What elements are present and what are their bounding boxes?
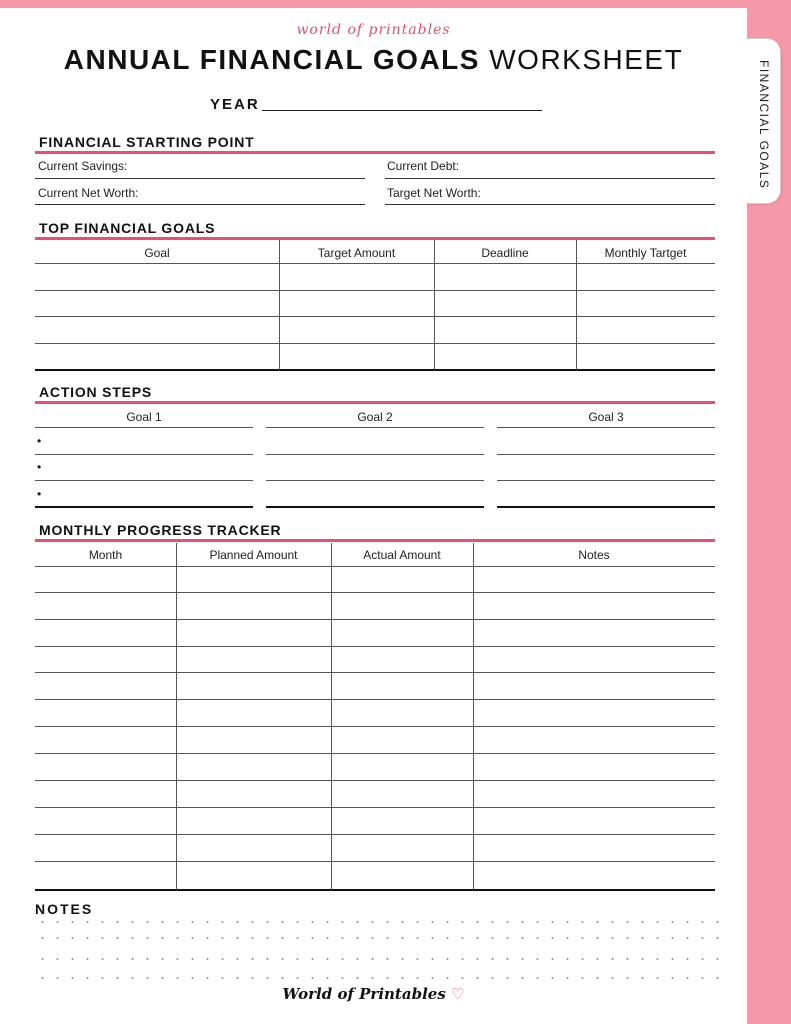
footer-brand-text: World of Printables [282,985,446,1003]
col-goal-1: Goal 1 [126,410,162,424]
notes-dot-grid[interactable] [35,974,720,982]
table-bottom-rule [35,369,715,371]
section-divider [35,151,715,154]
top-goals-title: TOP FINANCIAL GOALS [39,220,216,236]
bullet: • [37,487,42,501]
current-savings-field[interactable] [35,178,365,179]
notes-dot-grid[interactable] [35,918,720,926]
table-row[interactable] [35,807,715,808]
target-net-worth-label: Target Net Worth: [387,186,481,200]
footer-brand [0,985,747,1003]
year-label: YEAR [210,96,260,113]
action-step-field[interactable] [266,506,484,508]
table-row[interactable] [35,753,715,754]
col-actual-amount: Actual Amount [363,548,441,562]
action-steps-title: ACTION STEPS [39,384,153,400]
action-step-field[interactable] [35,480,253,481]
notes-dot-grid[interactable] [35,955,720,963]
year-field[interactable] [262,110,542,111]
table-row[interactable] [35,780,715,781]
table-row[interactable] [35,316,715,317]
action-step-field[interactable] [35,454,253,455]
current-savings-label: Current Savings: [38,159,128,173]
action-step-field[interactable] [266,454,484,455]
brand-script: world of printables [296,22,451,38]
table-row[interactable] [35,672,715,673]
table-row[interactable] [35,619,715,620]
column-divider [279,240,280,370]
starting-point-title: FINANCIAL STARTING POINT [39,134,255,150]
col-planned-amount: Planned Amount [209,548,298,562]
table-row[interactable] [35,834,715,835]
table-row[interactable] [35,566,715,567]
section-divider [35,539,715,542]
col-notes: Notes [578,548,610,562]
col-goal-2: Goal 2 [357,410,393,424]
table-row[interactable] [35,592,715,593]
action-step-field[interactable] [497,506,715,508]
heart-icon: ♡ [451,985,465,1003]
side-tab-label: FINANCIAL GOALS [757,60,771,190]
page-title [0,44,747,76]
tracker-title: MONTHLY PROGRESS TRACKER [39,522,282,538]
action-line [35,427,253,428]
title-bold: ANNUAL FINANCIAL GOALS [63,44,480,75]
col-goal: Goal [144,246,170,260]
column-divider [176,543,177,890]
title-light: WORKSHEET [489,44,684,75]
table-row[interactable] [35,646,715,647]
target-net-worth-field[interactable] [385,204,715,205]
table-row[interactable] [35,861,715,862]
col-monthly-target: Monthly Tartget [604,246,687,260]
current-net-worth-label: Current Net Worth: [38,186,139,200]
column-divider [331,543,332,890]
current-debt-field[interactable] [385,178,715,179]
bullet: • [37,460,42,474]
action-line [266,427,484,428]
action-line [497,427,715,428]
notes-dot-grid[interactable] [35,934,720,942]
column-divider [473,543,474,890]
notes-title: NOTES [35,901,94,917]
action-step-field[interactable] [497,480,715,481]
action-step-field[interactable] [266,480,484,481]
table-row[interactable] [35,263,715,264]
col-goal-3: Goal 3 [588,410,624,424]
section-divider [35,401,715,404]
col-month: Month [88,548,123,562]
table-row[interactable] [35,290,715,291]
current-net-worth-field[interactable] [35,204,365,205]
column-divider [576,240,577,370]
bullet: • [37,434,42,448]
column-divider [434,240,435,370]
col-target-amount: Target Amount [317,246,396,260]
table-row[interactable] [35,726,715,727]
current-debt-label: Current Debt: [387,159,460,173]
action-step-field[interactable] [497,454,715,455]
table-row[interactable] [35,343,715,344]
action-step-field[interactable] [35,506,253,508]
col-deadline: Deadline [481,246,529,260]
table-row[interactable] [35,699,715,700]
table-bottom-rule [35,889,715,891]
section-divider [35,237,715,240]
